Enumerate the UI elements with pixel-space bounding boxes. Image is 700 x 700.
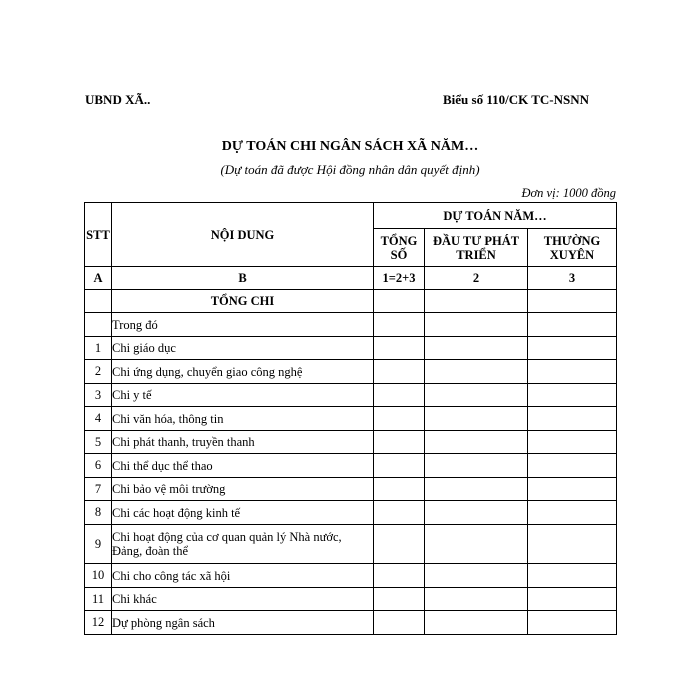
of-which-label: Trong đó (112, 313, 374, 337)
investment-cell (425, 337, 528, 360)
regular-cell (528, 360, 617, 384)
investment-cell (425, 431, 528, 454)
regular-cell (528, 478, 617, 501)
table-row (85, 454, 617, 478)
content-cell: Chi giáo dục (112, 337, 374, 360)
total-cell (374, 588, 425, 611)
total-cell (374, 384, 425, 407)
total-cell (374, 611, 425, 635)
unit-label: Đơn vị: 1000 đồng (521, 186, 616, 200)
content-cell: Chi ứng dụng, chuyển giao công nghệ (112, 360, 374, 384)
content-cell: Chi thể dục thể thao (112, 454, 374, 478)
stt-cell: 1 (85, 337, 112, 360)
code-cell: B (112, 267, 374, 290)
content-cell: Chi bảo vệ môi trường (112, 478, 374, 501)
regular-cell (528, 313, 617, 337)
investment-header: ĐẦU TƯ PHÁT TRIỂN (425, 229, 528, 267)
content-cell: Chi hoạt động của cơ quan quản lý Nhà nước, Đảng, đoàn thể (112, 525, 374, 564)
investment-cell (425, 407, 528, 431)
stt-cell: 7 (85, 478, 112, 501)
total-cell (374, 564, 425, 588)
code-row (85, 267, 617, 290)
header-row-1 (85, 203, 617, 229)
stt-cell: 12 (85, 611, 112, 635)
total-cell (374, 313, 425, 337)
code-cell: 1=2+3 (374, 267, 425, 290)
regular-cell (528, 501, 617, 525)
code-cell: A (85, 267, 112, 290)
code-cell: 2 (425, 267, 528, 290)
investment-cell (425, 525, 528, 564)
document-subtitle: (Dự toán đã được Hội đồng nhân dân quyết định) (220, 162, 480, 177)
investment-cell (425, 454, 528, 478)
stt-cell: 3 (85, 384, 112, 407)
content-cell: Chi phát thanh, truyền thanh (112, 431, 374, 454)
table-row (85, 611, 617, 635)
table-row (85, 525, 617, 564)
table-row (85, 407, 617, 431)
investment-cell (425, 290, 528, 313)
total-header: TỔNG SỐ (374, 229, 425, 267)
content-cell: Chi y tế (112, 384, 374, 407)
total-cell (374, 478, 425, 501)
budget-table (84, 202, 617, 635)
total-cell (374, 454, 425, 478)
of-which-row (85, 313, 617, 337)
estimate-year-header: DỰ TOÁN NĂM… (374, 203, 617, 229)
table-row (85, 384, 617, 407)
regular-cell (528, 431, 617, 454)
table-row (85, 337, 617, 360)
table-row (85, 501, 617, 525)
investment-cell (425, 564, 528, 588)
total-cell (374, 501, 425, 525)
stt-header: STT (85, 203, 112, 267)
content-cell: Chi văn hóa, thông tin (112, 407, 374, 431)
content-cell: Chi cho công tác xã hội (112, 564, 374, 588)
table-row (85, 588, 617, 611)
stt-cell (85, 313, 112, 337)
stt-cell: 5 (85, 431, 112, 454)
regular-cell (528, 384, 617, 407)
regular-cell (528, 407, 617, 431)
total-row (85, 290, 617, 313)
issuer-label: UBND XÃ.. (85, 92, 151, 107)
investment-cell (425, 611, 528, 635)
total-cell (374, 525, 425, 564)
investment-cell (425, 588, 528, 611)
total-cell (374, 290, 425, 313)
form-number: Biểu số 110/CK TC-NSNN (443, 92, 590, 107)
regular-cell (528, 611, 617, 635)
code-cell: 3 (528, 267, 617, 290)
stt-cell: 6 (85, 454, 112, 478)
stt-cell: 4 (85, 407, 112, 431)
investment-cell (425, 313, 528, 337)
investment-cell (425, 478, 528, 501)
stt-cell: 2 (85, 360, 112, 384)
total-cell (374, 431, 425, 454)
regular-cell (528, 337, 617, 360)
stt-cell: 9 (85, 525, 112, 564)
regular-cell (528, 290, 617, 313)
investment-cell (425, 501, 528, 525)
total-label: TỔNG CHI (112, 290, 374, 313)
regular-header: THƯỜNG XUYÊN (528, 229, 617, 267)
regular-cell (528, 525, 617, 564)
table-row (85, 360, 617, 384)
stt-cell: 10 (85, 564, 112, 588)
investment-cell (425, 384, 528, 407)
table-row (85, 564, 617, 588)
total-cell (374, 360, 425, 384)
document-title: DỰ TOÁN CHI NGÂN SÁCH XÃ NĂM… (221, 139, 479, 154)
stt-cell: 8 (85, 501, 112, 525)
total-cell (374, 337, 425, 360)
total-cell (374, 407, 425, 431)
stt-cell: 11 (85, 588, 112, 611)
content-cell: Chi khác (112, 588, 374, 611)
stt-cell (85, 290, 112, 313)
regular-cell (528, 454, 617, 478)
investment-cell (425, 360, 528, 384)
regular-cell (528, 588, 617, 611)
content-cell: Dự phòng ngân sách (112, 611, 374, 635)
table-row (85, 431, 617, 454)
regular-cell (528, 564, 617, 588)
table-row (85, 478, 617, 501)
content-cell: Chi các hoạt động kinh tế (112, 501, 374, 525)
content-header: NỘI DUNG (112, 203, 374, 267)
